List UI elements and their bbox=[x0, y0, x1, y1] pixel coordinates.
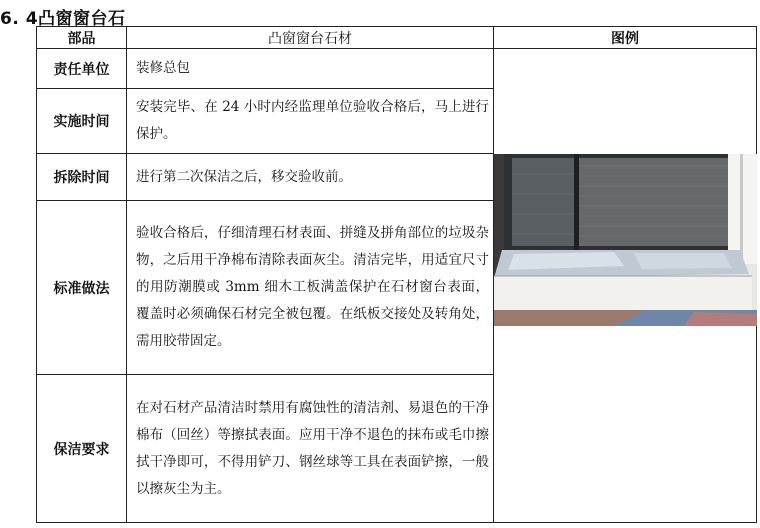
section-heading: 6. 4凸窗窗台石 bbox=[0, 9, 126, 29]
row-content-removal-time: 进行第二次保洁之后，移交验收前。 bbox=[127, 154, 494, 201]
bay-window-photo bbox=[494, 154, 757, 326]
protection-spec-table bbox=[36, 26, 757, 523]
row-label-standard-practice: 标准做法 bbox=[37, 201, 127, 375]
row-label-responsible-unit: 责任单位 bbox=[37, 49, 127, 89]
illustration-cell bbox=[494, 49, 757, 523]
header-item: 凸窗窗台石材 bbox=[127, 27, 494, 49]
header-component: 部品 bbox=[37, 27, 127, 49]
row-content-cleaning-requirements: 在对石材产品清洁时禁用有腐蚀性的清洁剂、易退色的干净棉布（回丝）等擦拭表面。应用干净不退色的抹布或毛巾擦拭干净即可，不得用铲刀、钢丝球等工具在表面铲擦，一般以擦灰尘为主。 bbox=[127, 375, 494, 523]
row-label-cleaning-requirements: 保洁要求 bbox=[37, 375, 127, 523]
header-illustration: 图例 bbox=[494, 27, 757, 49]
row-label-removal-time: 拆除时间 bbox=[37, 154, 127, 201]
row-content-standard-practice: 验收合格后，仔细清理石材表面、拼缝及拼角部位的垃圾杂物，之后用干净棉布清除表面灰尘。清洁完毕，用适宜尺寸的用防潮膜或 3mm 细木工板满盖保护在石材窗台表面，覆盖时必须确保石材完全被包覆。在纸板交接处及转角处，需用胶带固定。 bbox=[127, 201, 494, 375]
table-row bbox=[37, 49, 757, 89]
table-header-row bbox=[37, 27, 757, 49]
row-content-responsible-unit: 装修总包 bbox=[127, 49, 494, 89]
row-label-implementation-time: 实施时间 bbox=[37, 89, 127, 154]
row-content-implementation-time: 安装完毕、在 24 小时内经监理单位验收合格后，马上进行保护。 bbox=[127, 89, 494, 154]
